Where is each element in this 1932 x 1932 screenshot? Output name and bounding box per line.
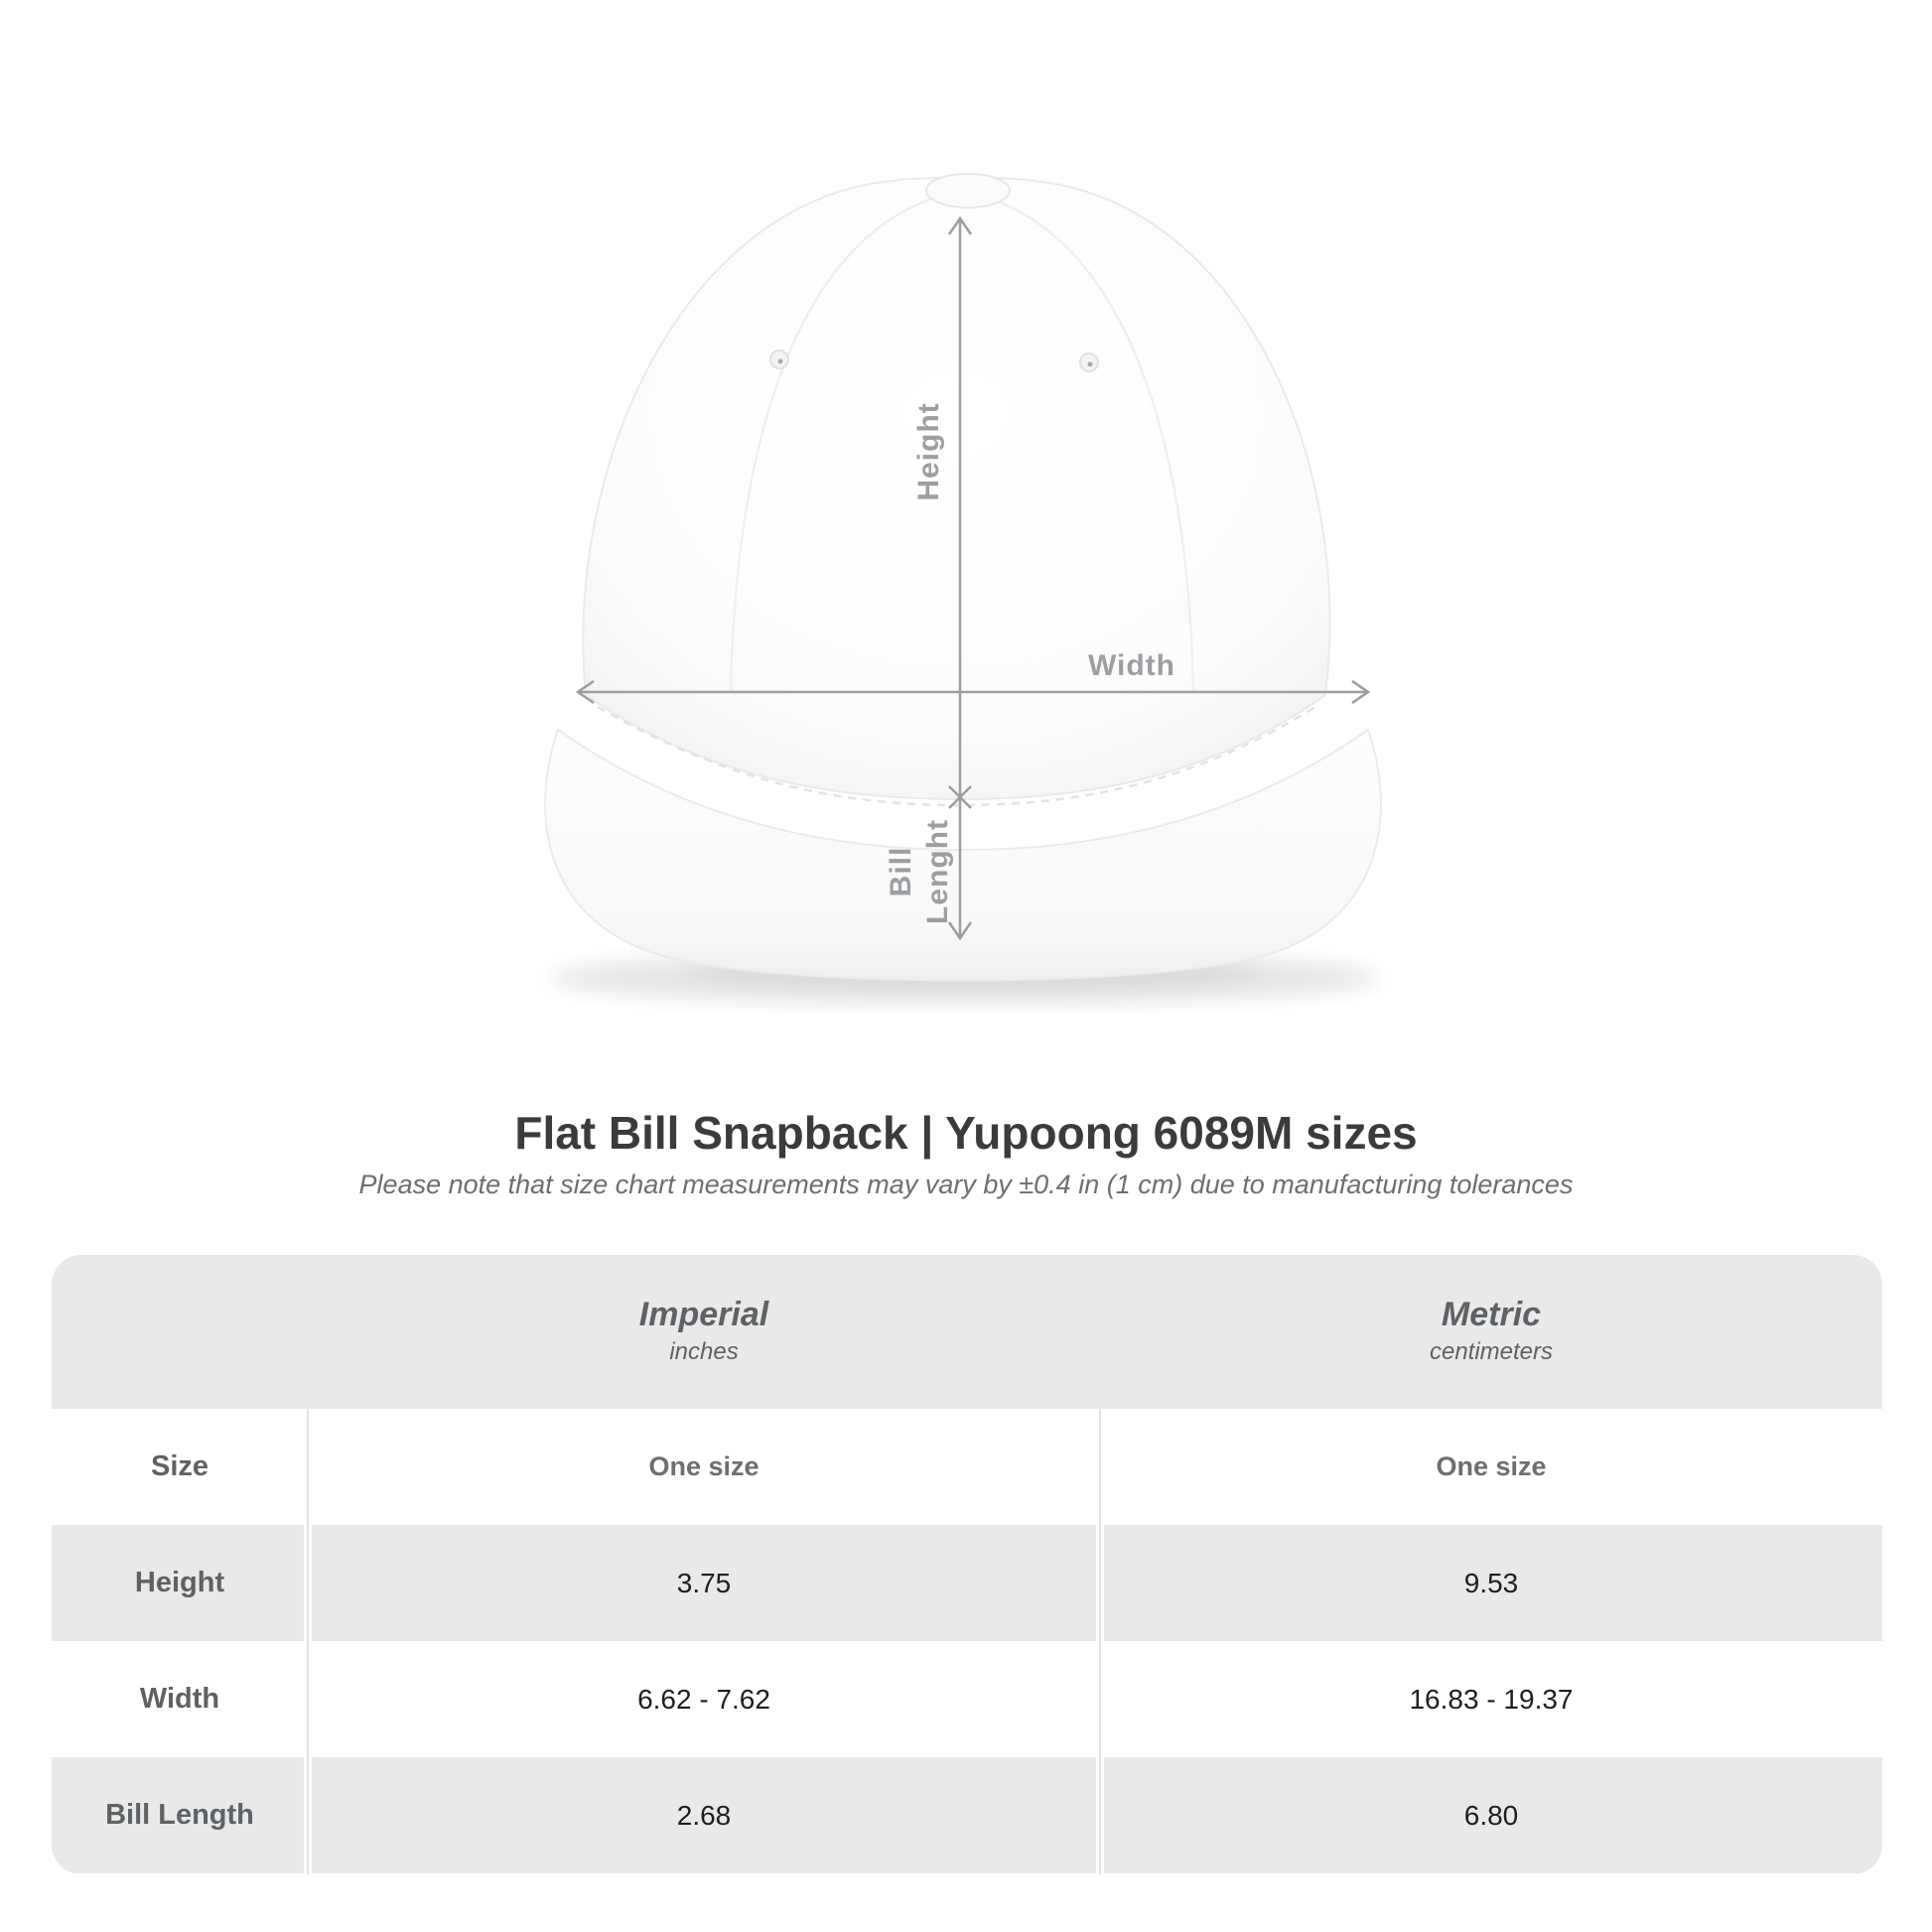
- row-label-size: Size: [150, 1450, 209, 1482]
- width-metric-value: 16.83 - 19.37: [1409, 1683, 1574, 1715]
- height-metric-value: 9.53: [1463, 1567, 1519, 1598]
- size-table: [52, 1255, 1882, 1874]
- table-row-width: [52, 1641, 1882, 1757]
- table-row-size: [52, 1409, 1882, 1525]
- metric-header-unit: centimeters: [1429, 1337, 1554, 1365]
- row-label-width: Width: [139, 1683, 220, 1715]
- crown-shape: [583, 178, 1329, 799]
- metric-header-title: Metric: [1441, 1296, 1542, 1334]
- width-label: Width: [1087, 649, 1176, 682]
- table-row-bill-length: [52, 1757, 1882, 1873]
- bill-length-imperial-value: 2.68: [676, 1799, 732, 1831]
- size-table-header: [52, 1255, 1882, 1409]
- hat-button: [926, 174, 1010, 207]
- bill-length-label-line2: Lenght: [921, 819, 954, 924]
- eyelet-left: [770, 350, 788, 368]
- size-metric-value: One size: [1436, 1451, 1547, 1481]
- column-divider-1: [304, 1409, 312, 1874]
- row-label-bill-length: Bill Length: [105, 1799, 254, 1831]
- metric-column-header: [1100, 1255, 1882, 1409]
- column-divider-2: [1096, 1409, 1104, 1874]
- imperial-column-header: [308, 1255, 1100, 1409]
- size-imperial-value: One size: [648, 1451, 759, 1481]
- hat-measurement-diagram: [437, 139, 1509, 1013]
- height-label: Height: [912, 402, 945, 501]
- imperial-header-unit: inches: [669, 1337, 739, 1365]
- height-imperial-value: 3.75: [676, 1567, 732, 1598]
- tolerance-note: Please note that size chart measurements may vary by ±0.4 in (1 cm) due to manufacturing tolerances: [358, 1170, 1574, 1199]
- imperial-header-title: Imperial: [638, 1296, 769, 1334]
- chart-heading: [0, 1107, 1932, 1199]
- page-title: Flat Bill Snapback | Yupoong 6089M sizes: [514, 1107, 1418, 1159]
- row-label-height: Height: [134, 1567, 225, 1598]
- table-row-height: [52, 1525, 1882, 1641]
- size-table-body: [52, 1409, 1882, 1873]
- bill-length-label-line1: Bill: [885, 846, 917, 897]
- width-imperial-value: 6.62 - 7.62: [637, 1683, 770, 1715]
- eyelet-right: [1080, 353, 1098, 371]
- bill-length-metric-value: 6.80: [1463, 1799, 1519, 1831]
- hat-illustration: [437, 139, 1509, 1013]
